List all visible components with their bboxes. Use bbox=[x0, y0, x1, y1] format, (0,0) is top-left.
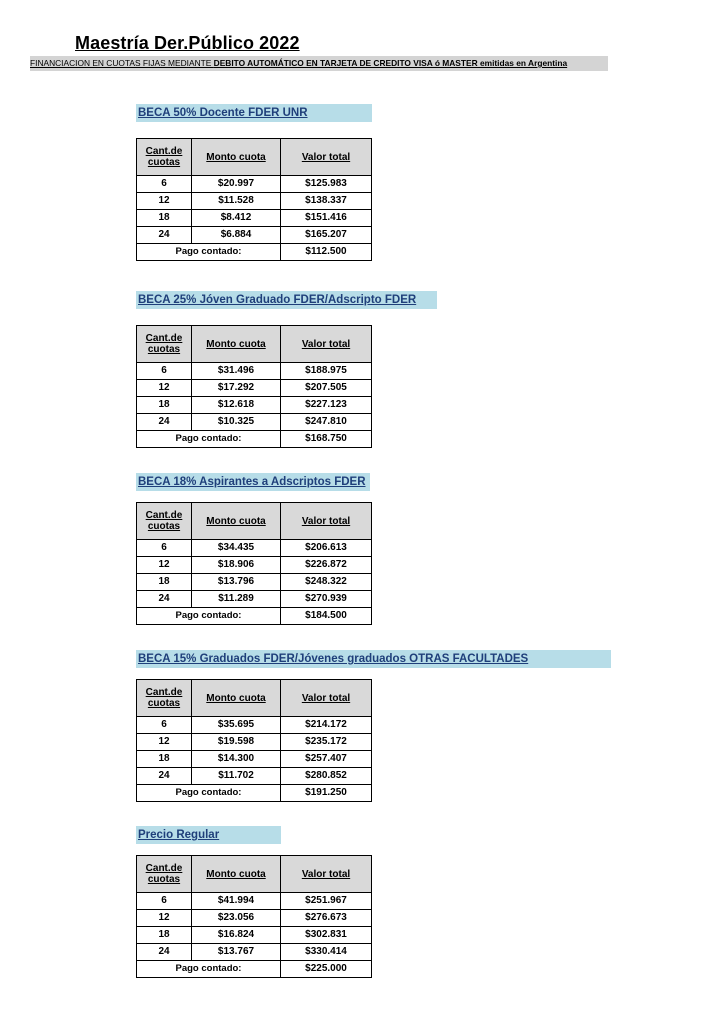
pricing-section bbox=[136, 104, 372, 257]
cell-cuotas: 12 bbox=[137, 557, 192, 574]
table-row bbox=[137, 227, 372, 244]
installments-table bbox=[136, 679, 372, 802]
section-title: BECA 50% Docente FDER UNR bbox=[138, 107, 308, 119]
subtitle-bold-text: DEBITO AUTOMÁTICO EN TARJETA DE CREDITO VISA ó MASTER emitidas en Argentina bbox=[213, 58, 568, 68]
cell-cuotas: 18 bbox=[137, 751, 192, 768]
section-title: BECA 18% Aspirantes a Adscriptos FDER bbox=[138, 476, 366, 488]
contado-value: $168.750 bbox=[281, 431, 372, 448]
header-valor-total bbox=[281, 856, 372, 893]
installments-table bbox=[136, 325, 372, 448]
cell-valor-total: $151.416 bbox=[281, 210, 372, 227]
cell-valor-total: $227.123 bbox=[281, 397, 372, 414]
table-row bbox=[137, 734, 372, 751]
header-monto-cuota-label: Monto cuota bbox=[206, 692, 266, 704]
cell-cuotas: 24 bbox=[137, 227, 192, 244]
header-valor-total bbox=[281, 503, 372, 540]
cell-monto-cuota: $41.994 bbox=[192, 893, 281, 910]
cell-monto-cuota: $35.695 bbox=[192, 717, 281, 734]
cell-monto-cuota: $20.997 bbox=[192, 176, 281, 193]
contado-label: Pago contado: bbox=[137, 785, 281, 802]
header-cuotas bbox=[137, 680, 192, 717]
header-valor-total-label: Valor total bbox=[301, 515, 351, 527]
table-row bbox=[137, 380, 372, 397]
table-row bbox=[137, 944, 372, 961]
cell-monto-cuota: $13.796 bbox=[192, 574, 281, 591]
pricing-section bbox=[136, 826, 351, 974]
cell-monto-cuota: $10.325 bbox=[192, 414, 281, 431]
pricing-section bbox=[136, 650, 611, 798]
cell-cuotas: 24 bbox=[137, 414, 192, 431]
cell-valor-total: $206.613 bbox=[281, 540, 372, 557]
table-row bbox=[137, 768, 372, 785]
section-title: BECA 15% Graduados FDER/Jóvenes graduados OTRAS FACULTADES bbox=[138, 653, 529, 665]
cell-valor-total: $280.852 bbox=[281, 768, 372, 785]
contado-value: $184.500 bbox=[281, 608, 372, 625]
cell-valor-total: $165.207 bbox=[281, 227, 372, 244]
header-cuotas-label: Cant.de cuotas bbox=[145, 510, 183, 532]
cell-monto-cuota: $17.292 bbox=[192, 380, 281, 397]
cell-cuotas: 6 bbox=[137, 363, 192, 380]
cell-valor-total: $248.322 bbox=[281, 574, 372, 591]
cell-cuotas: 12 bbox=[137, 193, 192, 210]
header-monto-cuota bbox=[192, 503, 281, 540]
cell-cuotas: 24 bbox=[137, 944, 192, 961]
cell-cuotas: 12 bbox=[137, 910, 192, 927]
header-valor-total-label: Valor total bbox=[301, 338, 351, 350]
header-valor-total bbox=[281, 139, 372, 176]
header-monto-cuota-label: Monto cuota bbox=[206, 338, 266, 350]
table-header-row bbox=[137, 503, 372, 540]
header-monto-cuota-label: Monto cuota bbox=[206, 868, 266, 880]
cell-valor-total: $226.872 bbox=[281, 557, 372, 574]
header-cuotas bbox=[137, 503, 192, 540]
table-row bbox=[137, 591, 372, 608]
cell-cuotas: 12 bbox=[137, 380, 192, 397]
cell-monto-cuota: $16.824 bbox=[192, 927, 281, 944]
section-banner bbox=[136, 826, 281, 844]
cell-monto-cuota: $13.767 bbox=[192, 944, 281, 961]
header-cuotas bbox=[137, 326, 192, 363]
cell-cuotas: 18 bbox=[137, 210, 192, 227]
header-valor-total-label: Valor total bbox=[301, 692, 351, 704]
contado-row bbox=[137, 244, 372, 261]
contado-label: Pago contado: bbox=[137, 608, 281, 625]
cell-cuotas: 6 bbox=[137, 540, 192, 557]
table-row bbox=[137, 751, 372, 768]
cell-valor-total: $270.939 bbox=[281, 591, 372, 608]
cell-cuotas: 6 bbox=[137, 717, 192, 734]
contado-label: Pago contado: bbox=[137, 244, 281, 261]
header-valor-total bbox=[281, 326, 372, 363]
cell-cuotas: 18 bbox=[137, 574, 192, 591]
header-cuotas-label: Cant.de cuotas bbox=[145, 863, 183, 885]
table-row bbox=[137, 397, 372, 414]
header-cuotas-label: Cant.de cuotas bbox=[145, 687, 183, 709]
cell-valor-total: $276.673 bbox=[281, 910, 372, 927]
cell-monto-cuota: $19.598 bbox=[192, 734, 281, 751]
subtitle-light-text: FINANCIACION EN CUOTAS FIJAS MEDIANTE bbox=[30, 58, 214, 68]
cell-valor-total: $138.337 bbox=[281, 193, 372, 210]
header-valor-total bbox=[281, 680, 372, 717]
cell-valor-total: $207.505 bbox=[281, 380, 372, 397]
cell-monto-cuota: $14.300 bbox=[192, 751, 281, 768]
header-valor-total-label: Valor total bbox=[301, 151, 351, 163]
cell-valor-total: $257.407 bbox=[281, 751, 372, 768]
cell-valor-total: $235.172 bbox=[281, 734, 372, 751]
financing-subtitle bbox=[30, 56, 608, 71]
cell-monto-cuota: $11.528 bbox=[192, 193, 281, 210]
cell-cuotas: 24 bbox=[137, 768, 192, 785]
page-title: Maestría Der.Público 2022 bbox=[75, 33, 300, 53]
installments-table bbox=[136, 855, 372, 978]
cell-valor-total: $330.414 bbox=[281, 944, 372, 961]
cell-cuotas: 6 bbox=[137, 893, 192, 910]
header-valor-total-label: Valor total bbox=[301, 868, 351, 880]
cell-monto-cuota: $31.496 bbox=[192, 363, 281, 380]
section-banner bbox=[136, 650, 611, 668]
header-cuotas-label: Cant.de cuotas bbox=[145, 333, 183, 355]
cell-monto-cuota: $23.056 bbox=[192, 910, 281, 927]
installments-table bbox=[136, 502, 372, 625]
table-row bbox=[137, 210, 372, 227]
contado-value: $112.500 bbox=[281, 244, 372, 261]
header-monto-cuota-label: Monto cuota bbox=[206, 515, 266, 527]
cell-monto-cuota: $11.289 bbox=[192, 591, 281, 608]
table-header-row bbox=[137, 856, 372, 893]
cell-monto-cuota: $12.618 bbox=[192, 397, 281, 414]
contado-label: Pago contado: bbox=[137, 431, 281, 448]
cell-cuotas: 18 bbox=[137, 397, 192, 414]
table-row bbox=[137, 910, 372, 927]
installments-table bbox=[136, 138, 372, 261]
table-row bbox=[137, 363, 372, 380]
cell-monto-cuota: $18.906 bbox=[192, 557, 281, 574]
table-row bbox=[137, 927, 372, 944]
table-header-row bbox=[137, 680, 372, 717]
header-monto-cuota bbox=[192, 326, 281, 363]
cell-monto-cuota: $34.435 bbox=[192, 540, 281, 557]
contado-value: $191.250 bbox=[281, 785, 372, 802]
cell-valor-total: $247.810 bbox=[281, 414, 372, 431]
table-row bbox=[137, 717, 372, 734]
header-cuotas bbox=[137, 139, 192, 176]
table-row bbox=[137, 893, 372, 910]
pricing-section bbox=[136, 473, 370, 621]
cell-monto-cuota: $8.412 bbox=[192, 210, 281, 227]
header-monto-cuota bbox=[192, 856, 281, 893]
cell-cuotas: 24 bbox=[137, 591, 192, 608]
header-monto-cuota-label: Monto cuota bbox=[206, 151, 266, 163]
section-banner bbox=[136, 473, 370, 491]
contado-row bbox=[137, 608, 372, 625]
cell-monto-cuota: $6.884 bbox=[192, 227, 281, 244]
header-cuotas bbox=[137, 856, 192, 893]
cell-valor-total: $214.172 bbox=[281, 717, 372, 734]
cell-valor-total: $302.831 bbox=[281, 927, 372, 944]
table-row bbox=[137, 557, 372, 574]
table-header-row bbox=[137, 139, 372, 176]
pricing-section bbox=[136, 291, 437, 444]
header-monto-cuota bbox=[192, 680, 281, 717]
contado-value: $225.000 bbox=[281, 961, 372, 978]
contado-row bbox=[137, 961, 372, 978]
table-row bbox=[137, 574, 372, 591]
table-row bbox=[137, 414, 372, 431]
cell-valor-total: $251.967 bbox=[281, 893, 372, 910]
cell-valor-total: $188.975 bbox=[281, 363, 372, 380]
cell-valor-total: $125.983 bbox=[281, 176, 372, 193]
cell-cuotas: 18 bbox=[137, 927, 192, 944]
table-row bbox=[137, 176, 372, 193]
table-row bbox=[137, 540, 372, 557]
contado-row bbox=[137, 785, 372, 802]
cell-cuotas: 12 bbox=[137, 734, 192, 751]
header-monto-cuota bbox=[192, 139, 281, 176]
contado-label: Pago contado: bbox=[137, 961, 281, 978]
table-row bbox=[137, 193, 372, 210]
contado-row bbox=[137, 431, 372, 448]
section-title: Precio Regular bbox=[138, 829, 220, 841]
header-cuotas-label: Cant.de cuotas bbox=[145, 146, 183, 168]
section-banner bbox=[136, 104, 372, 122]
section-banner bbox=[136, 291, 437, 309]
section-title: BECA 25% Jóven Graduado FDER/Adscripto FDER bbox=[138, 294, 417, 306]
cell-cuotas: 6 bbox=[137, 176, 192, 193]
cell-monto-cuota: $11.702 bbox=[192, 768, 281, 785]
table-header-row bbox=[137, 326, 372, 363]
